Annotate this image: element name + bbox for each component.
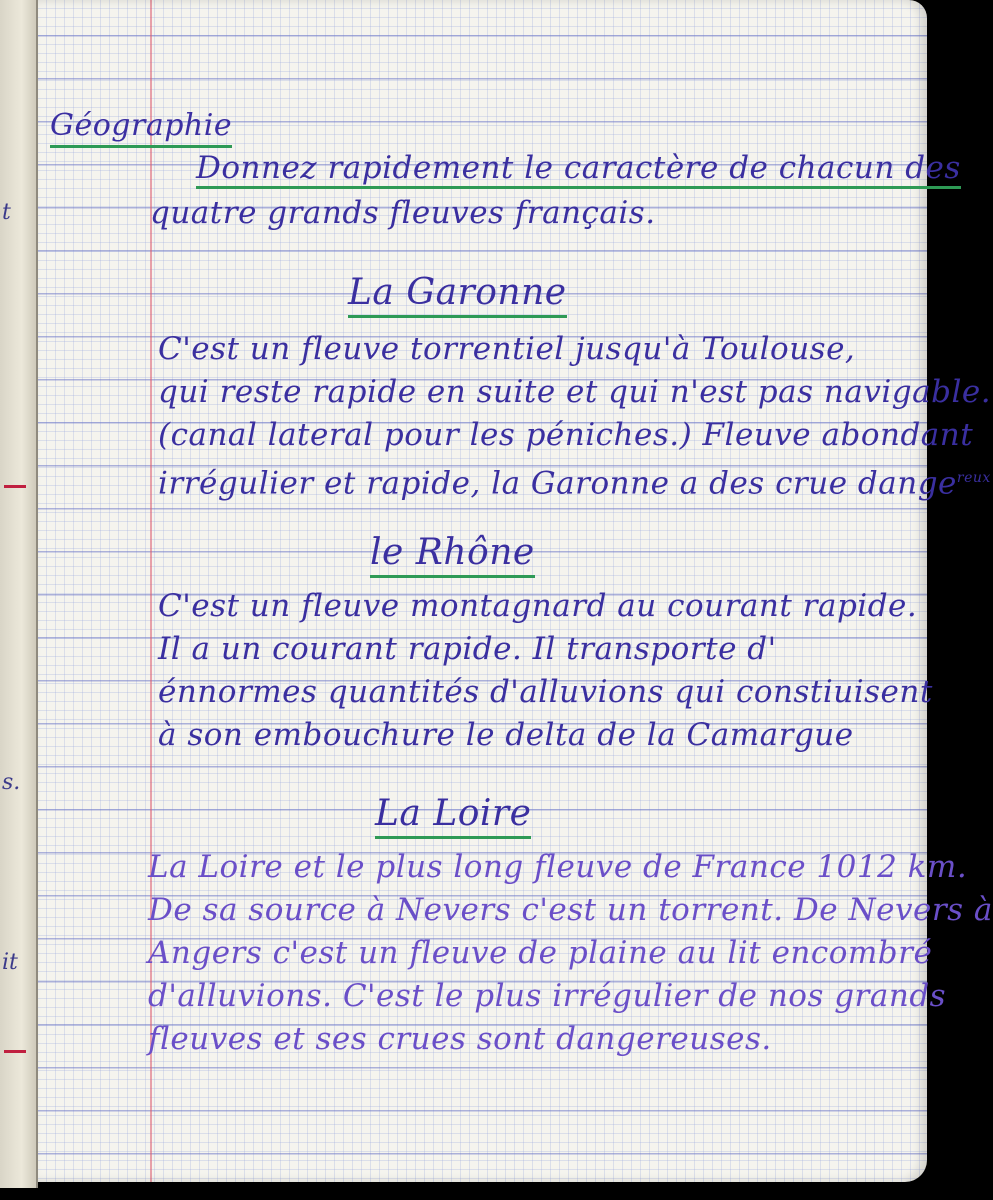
text-line: La Loire et le plus long fleuve de France 1012 km. (148, 849, 968, 885)
margin-fragment: t (2, 200, 11, 225)
section-title-garonne: La Garonne (348, 272, 567, 318)
text-line: d'alluvions. C'est le plus irrégulier de nos grands (148, 978, 947, 1014)
question-line-2: quatre grands fleuves français. (150, 195, 656, 231)
text-line: De sa source à Nevers c'est un torrent. De Nevers à (148, 892, 993, 928)
margin-fragment: it (2, 950, 18, 975)
section-text-garonne (158, 328, 991, 505)
red-margin-mark (4, 485, 26, 488)
text-line: irrégulier et rapide, la Garonne a des crue dange$^{reux}$ (158, 465, 991, 502)
margin-fragment: s. (2, 770, 21, 795)
section-text-rhone (158, 585, 933, 757)
question-line-1: Donnez rapidement le caractère de chacun des (196, 150, 961, 186)
section-text-loire (148, 846, 993, 1061)
text-line: Il a un courant rapide. Il transporte d' (158, 631, 777, 667)
text-line: C'est un fleuve montagnard au courant rapide. (158, 588, 918, 624)
text-line: qui reste rapide en suite et qui n'est pas navigable. (158, 374, 992, 410)
previous-page-edge (0, 0, 38, 1188)
correction-note: reux (956, 470, 991, 486)
section-title-loire: La Loire (375, 793, 531, 839)
section-title-rhone: le Rhône (370, 532, 535, 578)
red-margin-mark (4, 1050, 26, 1053)
subject-heading: Géographie (50, 108, 232, 148)
text-line: fleuves et ses crues sont dangereuses. (148, 1021, 772, 1057)
text-line: à son embouchure le delta de la Camargue (158, 717, 854, 753)
text-line: C'est un fleuve torrentiel jusqu'à Toulouse, (158, 331, 856, 367)
text-line: Angers c'est un fleuve de plaine au lit encombré (148, 935, 933, 971)
text-line: énnormes quantités d'alluvions qui constiuisent (158, 674, 933, 710)
text-line: (canal lateral pour les péniches.) Fleuve abondant (158, 417, 974, 453)
